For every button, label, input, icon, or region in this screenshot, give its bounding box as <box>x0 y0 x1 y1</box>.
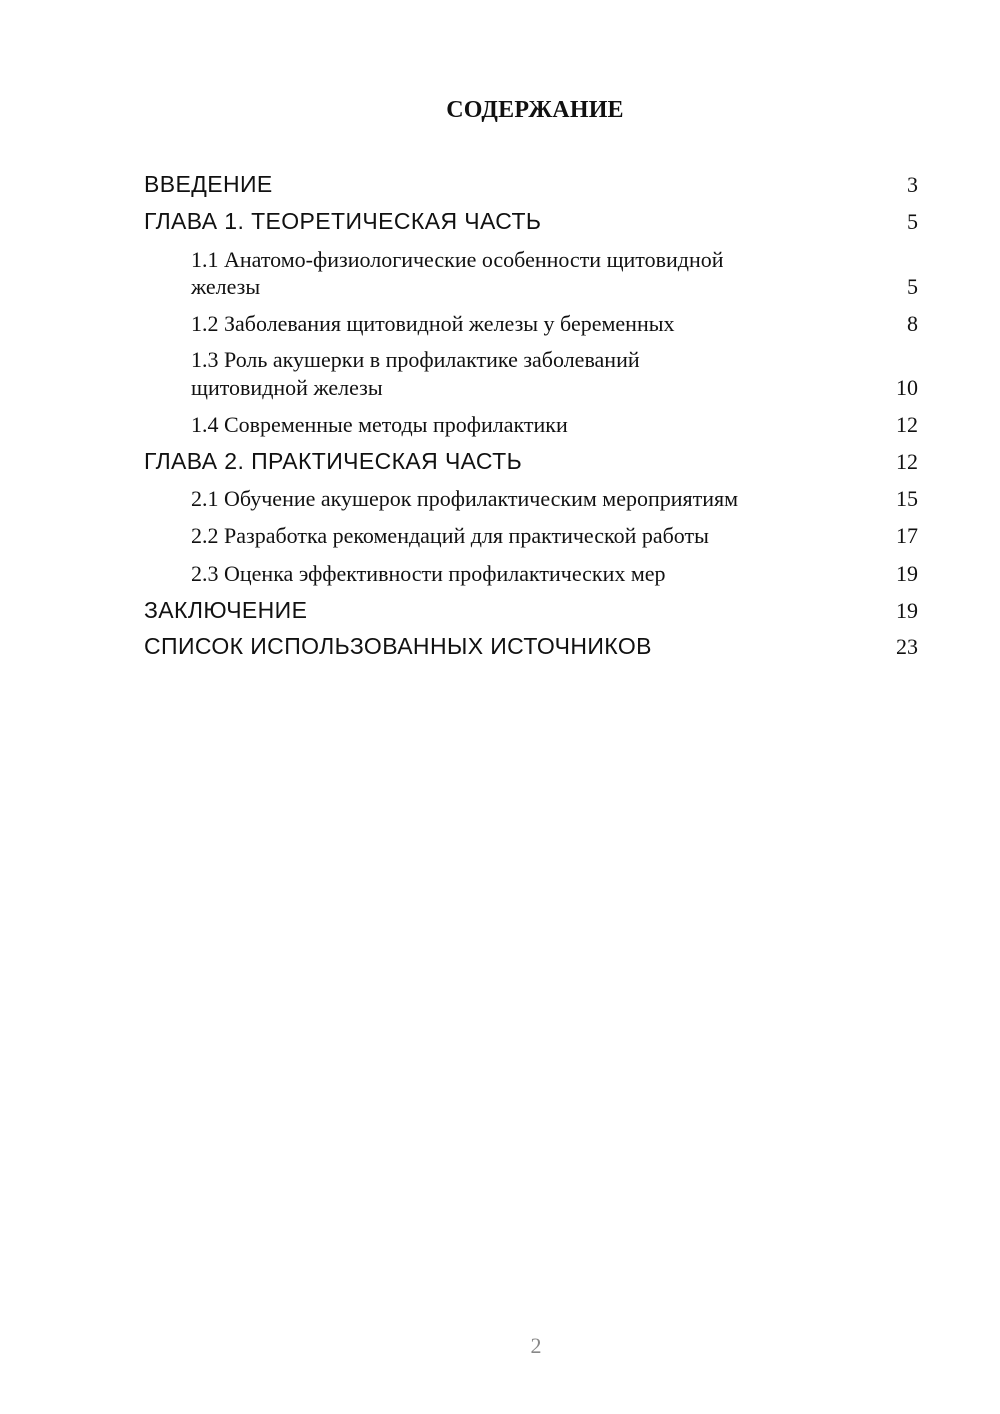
toc-entry-page: 10 <box>896 375 918 400</box>
toc-entry-page: 19 <box>896 598 918 623</box>
toc-entry-page: 23 <box>896 634 918 659</box>
toc-heading: СОДЕРЖАНИЕ <box>446 97 624 123</box>
toc-entry-title: ВВЕДЕНИЕ <box>144 171 273 197</box>
toc-entry-title: 1.2 Заболевания щитовидной железы у беременных <box>191 311 675 336</box>
toc-entry-page: 15 <box>896 486 918 511</box>
toc-entry-title: 1.4 Современные методы профилактики <box>191 412 568 437</box>
toc-entry-page: 12 <box>896 449 918 474</box>
toc-entry-title-line-2: щитовидной железы <box>191 375 383 400</box>
toc-entry-title-line-2: железы <box>191 274 261 299</box>
toc-entry-title: 2.3 Оценка эффективности профилактических мер <box>191 561 666 586</box>
toc-entry-title: 2.1 Обучение акушерок профилактическим мероприятиям <box>191 486 739 511</box>
toc-entry-title: ГЛАВА 1. ТЕОРЕТИЧЕСКАЯ ЧАСТЬ <box>144 208 542 234</box>
toc-entry-page: 8 <box>907 311 918 336</box>
toc-entry-title: 2.2 Разработка рекомендаций для практической работы <box>191 523 709 548</box>
toc-entry-title-line-1: 1.3 Роль акушерки в профилактике заболеваний <box>191 347 640 372</box>
toc-entry-page: 5 <box>907 209 918 234</box>
toc-entry-title: ЗАКЛЮЧЕНИЕ <box>144 597 308 623</box>
toc-entry-page: 19 <box>896 561 918 586</box>
toc-entry-page: 3 <box>907 172 918 197</box>
toc-entry-page: 12 <box>896 412 918 437</box>
toc-entry-title: ГЛАВА 2. ПРАКТИЧЕСКАЯ ЧАСТЬ <box>144 448 523 474</box>
toc-entry-page: 17 <box>896 523 918 548</box>
toc-entry-title-line-1: 1.1 Анатомо-физиологические особенности щитовидной <box>191 247 724 272</box>
toc-list <box>0 0 1000 700</box>
page-number: 2 <box>530 1333 542 1358</box>
toc-entry-title: СПИСОК ИСПОЛЬЗОВАННЫХ ИСТОЧНИКОВ <box>144 633 652 659</box>
toc-entry-page: 5 <box>907 274 918 299</box>
